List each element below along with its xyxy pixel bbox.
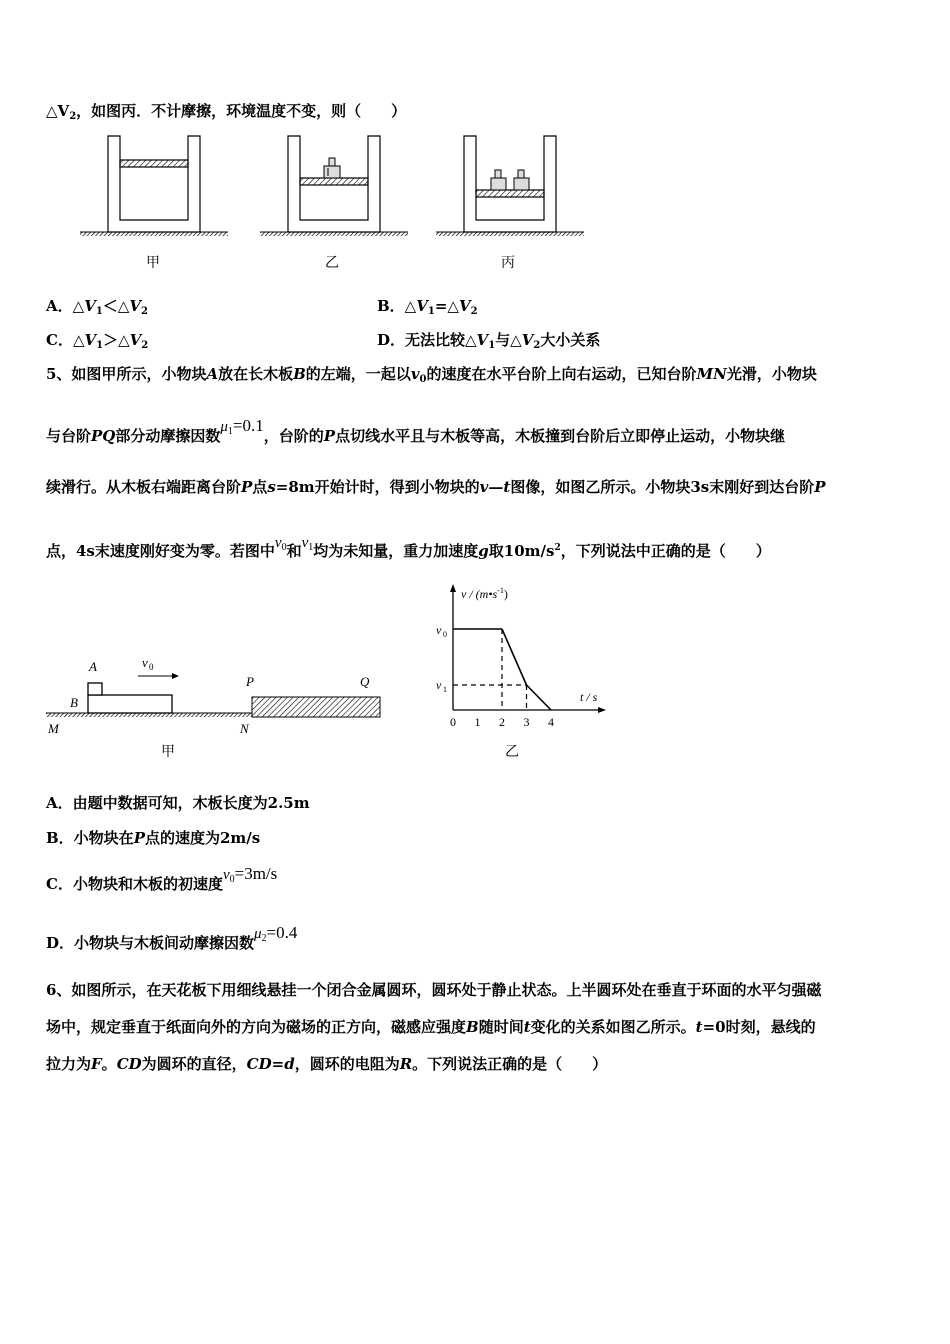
label-B: B <box>70 695 78 710</box>
vt-segment-3 <box>527 685 552 710</box>
y-axis-arrow <box>450 584 456 592</box>
y-tick-v0: v <box>436 623 442 637</box>
q5-stem-line-1: 5、如图甲所示，小物块A放在长木板B的左端，一起以$v_0$的速度在水平台阶上向右运动，已知台阶MN光滑，小物块 <box>46 365 817 385</box>
y-tick-v1: v <box>436 678 442 692</box>
q5-option-c[interactable]: C．小物块和木板的初速度$v_0=3m/s$ <box>46 864 278 893</box>
label-Q: Q <box>360 674 370 689</box>
figure-label-bing: 丙 <box>501 255 515 271</box>
q6-stem-line-3: 拉力为F。CD为圆环的直径，CD=d，圆环的电阻为R。下列说法正确的是（ ） <box>46 1055 608 1073</box>
label-v0: v <box>142 655 148 670</box>
figure-label-jia: 甲 <box>146 255 160 271</box>
q5-option-d[interactable]: D．小物块与木板间动摩擦因数$\mu_2=0.4$ <box>46 923 298 952</box>
x-tick-label: 3 <box>523 715 530 729</box>
v0-formula: $v_0=3m/s$ <box>222 864 278 885</box>
q4-option-b[interactable]: B．$\triangle V_1=\triangle V_2$ <box>377 297 478 317</box>
label-P: P <box>246 674 254 689</box>
y-tick-v1-sub: 1 <box>443 685 447 694</box>
figure-label-yi: 乙 <box>325 255 339 271</box>
q4-option-c[interactable]: C．$\triangle V_1>\triangle V_2$ <box>46 331 149 351</box>
q6-stem-line-2: 场中，规定垂直于纸面向外的方向为磁场的正方向，磁感应强度B随时间t变化的关系如图乙所示。t=0时刻，悬线的 <box>46 1018 816 1036</box>
x-tick-label: 4 <box>548 715 554 729</box>
label-M: M <box>48 721 59 736</box>
x-tick-label: 1 <box>474 715 481 729</box>
q4-option-a[interactable]: A．$\triangle V_1<\triangle V_2$ <box>46 297 148 317</box>
q6-stem-line-1: 6、如图所示，在天花板下用细线悬挂一个闭合金属圆环，圆环处于静止状态。上半圆环处在垂直于环面的水平匀强磁 <box>46 981 822 999</box>
q5-option-b[interactable]: B．小物块在P点的速度为2m/s <box>46 829 261 847</box>
mu1-formula: $\mu_1=0.1$ <box>220 416 264 437</box>
x-axis-label: t / s <box>580 690 598 704</box>
figure-label-jia-q5: 甲 <box>161 744 175 760</box>
label-v0-sub: 0 <box>149 662 154 672</box>
y-tick-v0-sub: 0 <box>443 630 447 639</box>
figure-label-yi-q5: 乙 <box>505 744 519 760</box>
q4-stem-tail: $\triangle V_2$，如图丙．不计摩擦，环境温度不变，则（ ） <box>46 102 407 122</box>
q4-option-d[interactable]: D．无法比较$\triangle V_1$与$\triangle V_2$大小关系 <box>377 331 601 351</box>
label-A: A <box>89 659 97 674</box>
label-N: N <box>240 721 249 736</box>
q5-stem-line-4: 点，4s末速度刚好变为零。若图中$v_0$和$v_1$均为未知量，重力加速度g取$10m/s^2$，下列说法中正确的是（ ） <box>46 535 771 560</box>
vt-segment-2 <box>502 629 527 685</box>
x-tick-label: 2 <box>499 715 505 729</box>
y-axis-label: v / $(m•s^{-1})$ <box>461 586 508 601</box>
q5-stem-line-2: 与台阶PQ部分动摩擦因数$\mu_1=0.1$，台阶的P点切线水平且与木板等高，木板撞到台阶后立即停止运动，小物块继 <box>46 416 786 445</box>
q5-stem-line-3: 续滑行。从木板右端距离台阶P点s=8m开始计时，得到小物块的v—t图像，如图乙所示。小物块3s末刚好到达台阶P <box>46 478 826 496</box>
x-axis-arrow <box>598 707 606 713</box>
x-tick-label: 0 <box>450 715 456 729</box>
mu2-formula: $\mu_2=0.4$ <box>254 923 298 944</box>
q5-option-a[interactable]: A．由题中数据可知，木板长度为2.5m <box>46 794 310 812</box>
